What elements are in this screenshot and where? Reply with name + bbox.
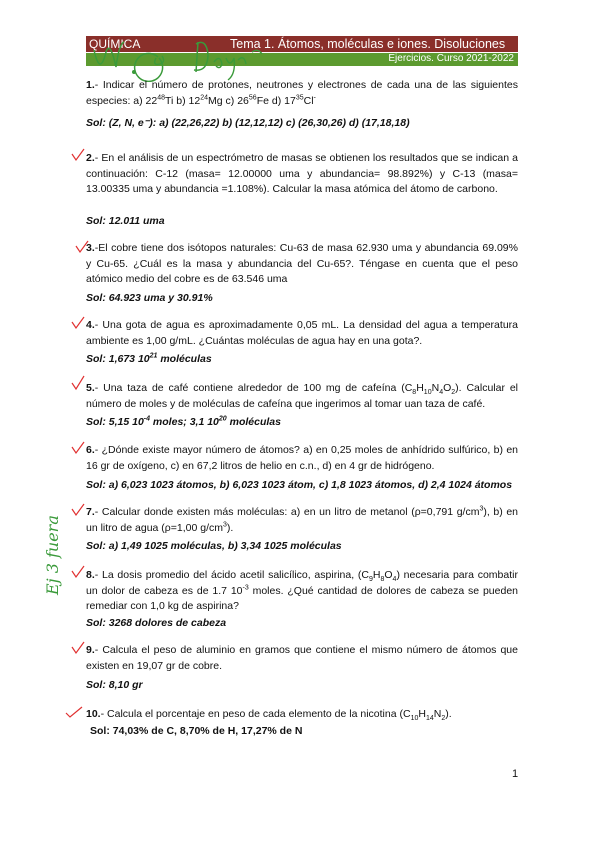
topic-title: Tema 1. Átomos, moléculas e iones. Disoluciones <box>230 37 506 51</box>
question-number: 3. <box>86 242 95 254</box>
solution-8: Sol: 3268 dolores de cabeza <box>86 617 227 629</box>
solution-9: Sol: 8,10 gr <box>86 679 143 691</box>
solution-2: Sol: 12.011 uma <box>86 215 165 227</box>
question-number: 1. <box>86 79 95 91</box>
question-3: 3.-El cobre tiene dos isótopos naturales: Cu-63 de masa 62.930 uma y abundancia 69.09% y Cu-65. ¿Cuál es la masa y abundancia del Cu-65?. Téngase en cuenta que el peso atómico medio del cobre es de 63.546 uma <box>86 242 518 285</box>
solution-4: Sol: 1,673 $10^{21}$ moléculas <box>86 352 212 365</box>
svg-text:Ej 3 fuera: Ej 3 fuera <box>43 515 62 595</box>
question-10: 10.- Calcula el porcentaje en peso de cada elemento de la nicotina $(C_{10}H_{14}N_2)$. <box>86 708 452 723</box>
question-6: 6.- ¿Dónde existe mayor número de átomos? a) en 0,25 moles de anhídrido sulfúrico, b) en 16 gr de oxígeno, c) en 67,2 litros de helio en c.n., d) en 4 gr de hidrógeno. <box>86 444 518 472</box>
check-mark-icon <box>70 316 86 330</box>
course-label: Ejercicios. Curso 2021-2022 <box>388 53 514 64</box>
question-4: 4.- Una gota de agua es aproximadamente 0,05 mL. La densidad del agua a temperatura ambiente es 1,00 g/mL. ¿Cuántas moléculas de agua hay en una gota?. <box>86 319 518 347</box>
question-8: 8.- La dosis promedio del ácido acetil salicílico, aspirina, $(C_9H_8O_4)$ necesaria para combatir un dolor de cabeza es de 1.7 $10^{-3}$ moles. ¿Qué cantidad de dolores de cabeza se pueden remediar con 1,0 kg de aspirina? <box>86 569 519 612</box>
solution-3: Sol: 64.923 uma y 30.91% <box>86 292 213 304</box>
solution-5: Sol: 5,15 $10^{-4}$ moles; 3,1 $10^{20}$ moléculas <box>86 415 281 428</box>
subject-label: QUÍMICA <box>89 37 141 51</box>
question-number: 7. <box>86 506 95 518</box>
solution-10: Sol: 74,03% de C, 8,70% de H, 17,27% de N <box>90 725 303 737</box>
question-number: 8. <box>86 569 95 581</box>
handwritten-margin-note <box>30 460 70 600</box>
question-number: 5. <box>86 382 95 394</box>
check-mark-icon <box>64 705 84 719</box>
check-mark-icon <box>70 375 86 391</box>
solution-1: Sol: (Z, N, e⁻): a) (22,26,22) b) (12,12,12) c) (26,30,26) d) (17,18,18) <box>86 117 410 129</box>
question-number: 4. <box>86 319 95 331</box>
question-number: 6. <box>86 444 95 456</box>
solution-6: Sol: a) 6,023 1023 átomos, b) 6,023 1023 átom, c) 1,8 1023 átomos, d) 2,4 1024 átomos <box>86 479 513 491</box>
question-1: 1.- Indicar el número de protones, neutrones y electrones de cada una de las siguientes especies: a) $22^{48}Ti$ b) $12^{24}Mg$ c) $26^{56}Fe$ d) $17^{35}Cl^-$ <box>86 79 518 107</box>
question-number: 10. <box>86 708 101 720</box>
question-7: 7.- Calcular donde existen más moléculas: a) en un litro de metanol (ρ=0,791 $g/cm^3$), b) en un litro de agua (ρ=1,00 $g/cm^3$). <box>86 505 519 534</box>
page-number: 1 <box>512 768 519 780</box>
check-mark-icon <box>70 441 86 455</box>
check-mark-icon <box>70 503 86 517</box>
check-mark-icon <box>70 148 86 162</box>
handwritten-signature <box>86 22 286 82</box>
check-mark-icon <box>70 641 86 655</box>
question-number: 9. <box>86 644 95 656</box>
question-number: 2. <box>86 152 95 164</box>
check-mark-icon <box>70 565 86 579</box>
check-mark-icon <box>74 240 90 254</box>
question-9: 9.- Calcula el peso de aluminio en gramos que contiene el mismo número de átomos que existen en 19,07 gr de cobre. <box>86 644 518 672</box>
question-2: 2.- En el análisis de un espectrómetro de masas se obtienen los resultados que se indican a continuación: C-12 (masa= 12.00000 uma y abundancia= 98.892%) y C-13 (masa= 13.00335 uma y abundancia =1.108%). Calcular la masa atómica del átomo de carbono. <box>86 152 518 195</box>
solution-7: Sol: a) 1,49 1025 moléculas, b) 3,34 1025 moléculas <box>86 540 342 552</box>
question-5: 5.- Una taza de café contiene alrededor de 100 mg de cafeína $(C_8H_{10}N_4O_2)$. Calcular el número de moles y de moléculas de cafeína que ingerimos al tomar uan taza de café. <box>86 382 518 410</box>
